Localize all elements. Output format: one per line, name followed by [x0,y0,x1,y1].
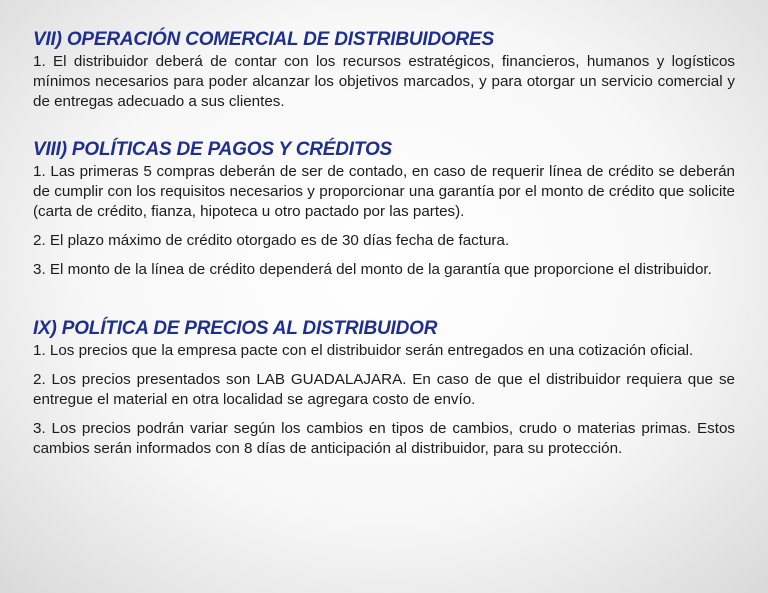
paragraph-credit-amount: 3. El monto de la línea de crédito dependerá del monto de la garantía que proporcione el distribuidor. [33,261,712,278]
section-heading-commercial-operation: VII) OPERACIÓN COMERCIAL DE DISTRIBUIDORES [33,29,495,50]
section-heading-pricing-policy: IX) POLÍTICA DE PRECIOS AL DISTRIBUIDOR [33,318,438,339]
section-heading-payments-credits: VIII) POLÍTICAS DE PAGOS Y CRÉDITOS [33,139,392,160]
paragraph-first-purchases: 1. Las primeras 5 compras deberán de ser de contado, en caso de requerir línea de crédito se deberán de cumplir con los requisitos necesarios y proporcionar una garantía por el monto de crédito que solicite (carta de crédito, fianza, hipoteca u otro pactado por las partes). [33,163,735,220]
paragraph-price-variation: 3. Los precios podrán variar según los cambios en tipos de cambios, crudo o materias primas. Estos cambios serán informados con 8 días de anticipación al distribuidor, para su protección. [33,420,735,457]
section-commercial-operation [33,28,735,112]
paragraph-distributor-resources: 1. El distribuidor deberá de contar con los recursos estratégicos, financieros, humanos y logísticos mínimos necesarios para poder alcanzar los objetivos marcados, y para otorgar un servicio comercial y de entregas adecuado a sus clientes. [33,53,735,110]
policy-document [33,28,735,459]
paragraph-official-quote: 1. Los precios que la empresa pacte con el distribuidor serán entregados en una cotización oficial. [33,342,694,359]
paragraph-lab-guadalajara: 2. Los precios presentados son LAB GUADALAJARA. En caso de que el distribuidor requiera que se entregue el material en otra localidad se agregara costo de envío. [33,371,735,408]
section-payments-credits [33,138,735,280]
section-pricing-policy [33,317,735,459]
paragraph-credit-term: 2. El plazo máximo de crédito otorgado es de 30 días fecha de factura. [33,232,510,249]
